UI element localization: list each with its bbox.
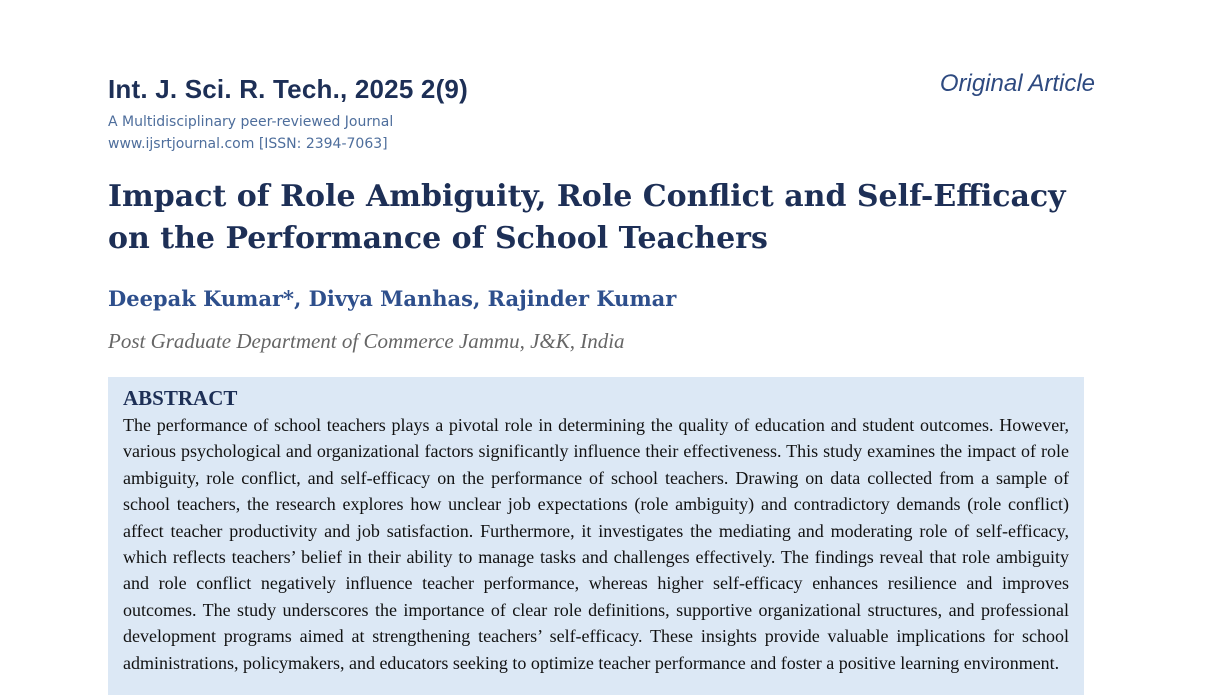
journal-website[interactable]: www.ijsrtjournal.com [ISSN: 2394-7063]	[108, 136, 388, 152]
article-type-label: Original Article	[939, 70, 1095, 97]
abstract-text: The performance of school teachers plays a pivotal role in determining the quality of education and student outcomes. However, various psychological and organizational factors significantly influence their effectiveness. This study examines the impact of role ambiguity, role conflict, and self-efficacy on the performance of school teachers. Drawing on data collected from a sample of school teachers, the research explores how unclear job expectations (role ambiguity) and contradictory demands (role conflict) affect teacher productivity and job satisfaction. Furthermore, it investigates the mediating and moderating role of self-efficacy, which reflects teachers’ belief in their ability to manage tasks and challenges effectively. The findings reveal that role ambiguity and role conflict negatively influence teacher performance, whereas higher self-efficacy enhances resilience and improves outcomes. The study underscores the importance of clear role definitions, supportive organizational structures, and professional development programs aimed at strengthening teachers’ self-efficacy. These insights provide valuable implications for school administrations, policymakers, and educators seeking to optimize teacher performance and foster a positive learning environment.	[123, 415, 1069, 673]
journal-subtitle: A Multidisciplinary peer-reviewed Journal	[108, 114, 394, 130]
author-list: Deepak Kumar*, Divya Manhas, Rajinder Kumar	[108, 286, 677, 311]
abstract-section	[108, 377, 1084, 695]
author-affiliation: Post Graduate Department of Commerce Jammu, J&K, India	[108, 329, 625, 353]
journal-title: Int. J. Sci. R. Tech., 2025 2(9)	[108, 74, 468, 104]
abstract-heading: ABSTRACT	[123, 386, 238, 410]
paper-title: Impact of Role Ambiguity, Role Conflict and Self-Efficacy on the Performance of School Teachers	[108, 179, 1066, 256]
